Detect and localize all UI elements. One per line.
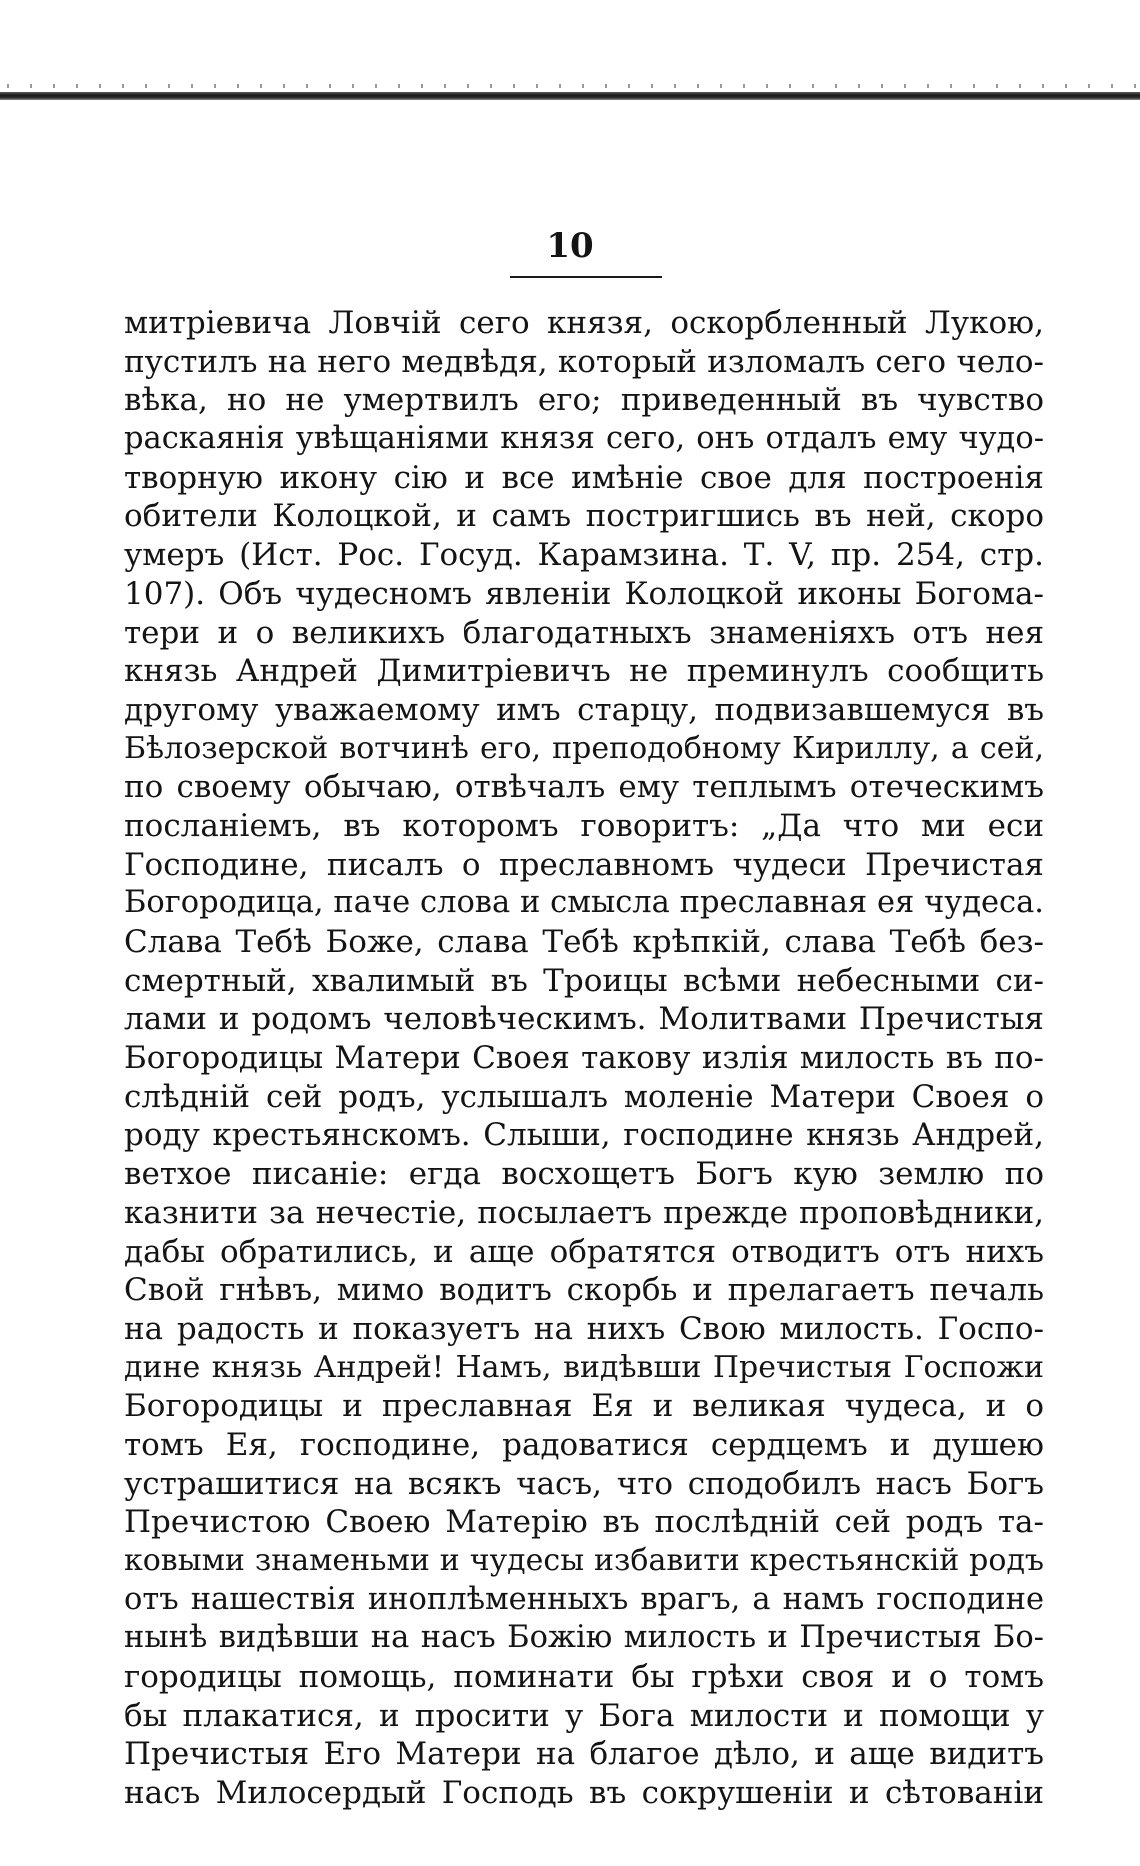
text-line: нынѣ видѣвши на насъ Божію милость и Пречистыя Бо- (124, 1620, 1044, 1656)
text-line: по своему обычаю, отвѣчалъ ему теплымъ отеческимъ (124, 769, 1044, 806)
text-line: 107). Объ чудесномъ явленіи Колоцкой иконы Богома- (124, 575, 1044, 612)
text-line: тери и о великихъ благодатныхъ знаменіяхъ отъ нея (124, 614, 1044, 651)
text-line: Пречистою Своею Матерію въ послѣдній сей родъ та- (124, 1504, 1044, 1541)
text-line: митріевича Ловчій сего князя, оскорбленный Лукою, (124, 305, 1044, 341)
text-line: пустилъ на него медвѣдя, который изломалъ сего чело- (124, 343, 1044, 380)
text-line: ветхое писаніе: егда восхощетъ Богъ кую землю по (124, 1156, 1044, 1193)
text-line: на радость и показуетъ на нихъ Свою милость. Госпо- (124, 1310, 1044, 1347)
text-line: городицы помощь, поминати бы грѣхи своя и о томъ (124, 1659, 1044, 1696)
text-line: отъ нашествія иноплѣменныхъ врагъ, а намъ господине (124, 1581, 1044, 1617)
top-rule (0, 92, 1140, 100)
text-line: Свой гнѣвъ, мимо водитъ скорбь и прелагаетъ печаль (124, 1272, 1044, 1309)
text-line: лами и родомъ человѣческимъ. Молитвами Пречистыя (124, 1001, 1044, 1038)
text-line: Бѣлозерской вотчинѣ его, преподобному Кириллу, а сей, (124, 730, 1044, 766)
text-line: посланіемъ, въ которомъ говоритъ: „Да что ми еси (124, 807, 1044, 844)
text-line: казнити за нечестіе, посылаетъ прежде проповѣдники, (124, 1194, 1044, 1231)
text-line: раскаянія увѣщаніями князя сего, онъ отдалъ ему чудо- (124, 421, 1044, 457)
page-number: 10 (546, 226, 594, 266)
text-line: Богородицы и преславная Ея и великая чудеса, и о (124, 1388, 1044, 1425)
text-line: дине князь Андрей! Намъ, видѣвши Пречистыя Госпожи (124, 1349, 1044, 1385)
text-line: ковыми знаменьми и чудесы избавити крестьянскій родъ (124, 1543, 1044, 1578)
body-text (124, 304, 1044, 1813)
text-line: дабы обратились, и аще обратятся отводитъ отъ нихъ (124, 1233, 1044, 1270)
text-line: другому уважаемому имъ старцу, подвизавшемуся въ (124, 691, 1044, 728)
text-line: бы плакатися, и просити у Бога милости и помощи у (124, 1697, 1044, 1734)
text-line: роду крестьянскомъ. Слыши, господине князь Андрей, (124, 1117, 1044, 1154)
text-line: Господине, писалъ о преславномъ чудеси Пречистая (124, 846, 1044, 883)
text-line: Богородицы Матери Своея такову излія милость въ по- (124, 1040, 1044, 1077)
text-line: Богородица, паче слова и смысла преславная ея чудеса. (124, 885, 1044, 921)
text-line: Пречистыя Его Матери на благое дѣло, и аще видитъ (124, 1736, 1044, 1773)
text-line: вѣка, но не умертвилъ его; приведенный въ чувство (124, 382, 1044, 419)
text-line: Слава Тебѣ Боже, слава Тебѣ крѣпкій, слава Тебѣ без- (124, 924, 1044, 960)
text-line: обители Колоцкой, и самъ постригшись въ ней, скоро (124, 498, 1044, 535)
text-line: умеръ (Ист. Рос. Госуд. Карамзина. Т. V, пр. 254, стр. (124, 537, 1044, 574)
text-line: князь Андрей Димитріевичъ не преминулъ сообщить (124, 653, 1044, 690)
top-rule-speckle (0, 84, 1140, 88)
text-line: устрашитися на всякъ часъ, что сподобилъ насъ Богъ (124, 1465, 1044, 1502)
text-line: творную икону сію и все имѣніе свое для построенія (124, 459, 1044, 496)
text-line: смертный, хвалимый въ Троицы всѣми небесными си- (124, 962, 1044, 999)
text-line: насъ Милосердый Господь въ сокрушеніи и сѣтованіи (124, 1775, 1044, 1812)
text-line: томъ Ея, господине, радоватися сердцемъ и душею (124, 1426, 1044, 1463)
page-number-underline (510, 276, 662, 278)
text-line: слѣдній сей родъ, услышалъ моленіе Матери Своея о (124, 1078, 1044, 1115)
